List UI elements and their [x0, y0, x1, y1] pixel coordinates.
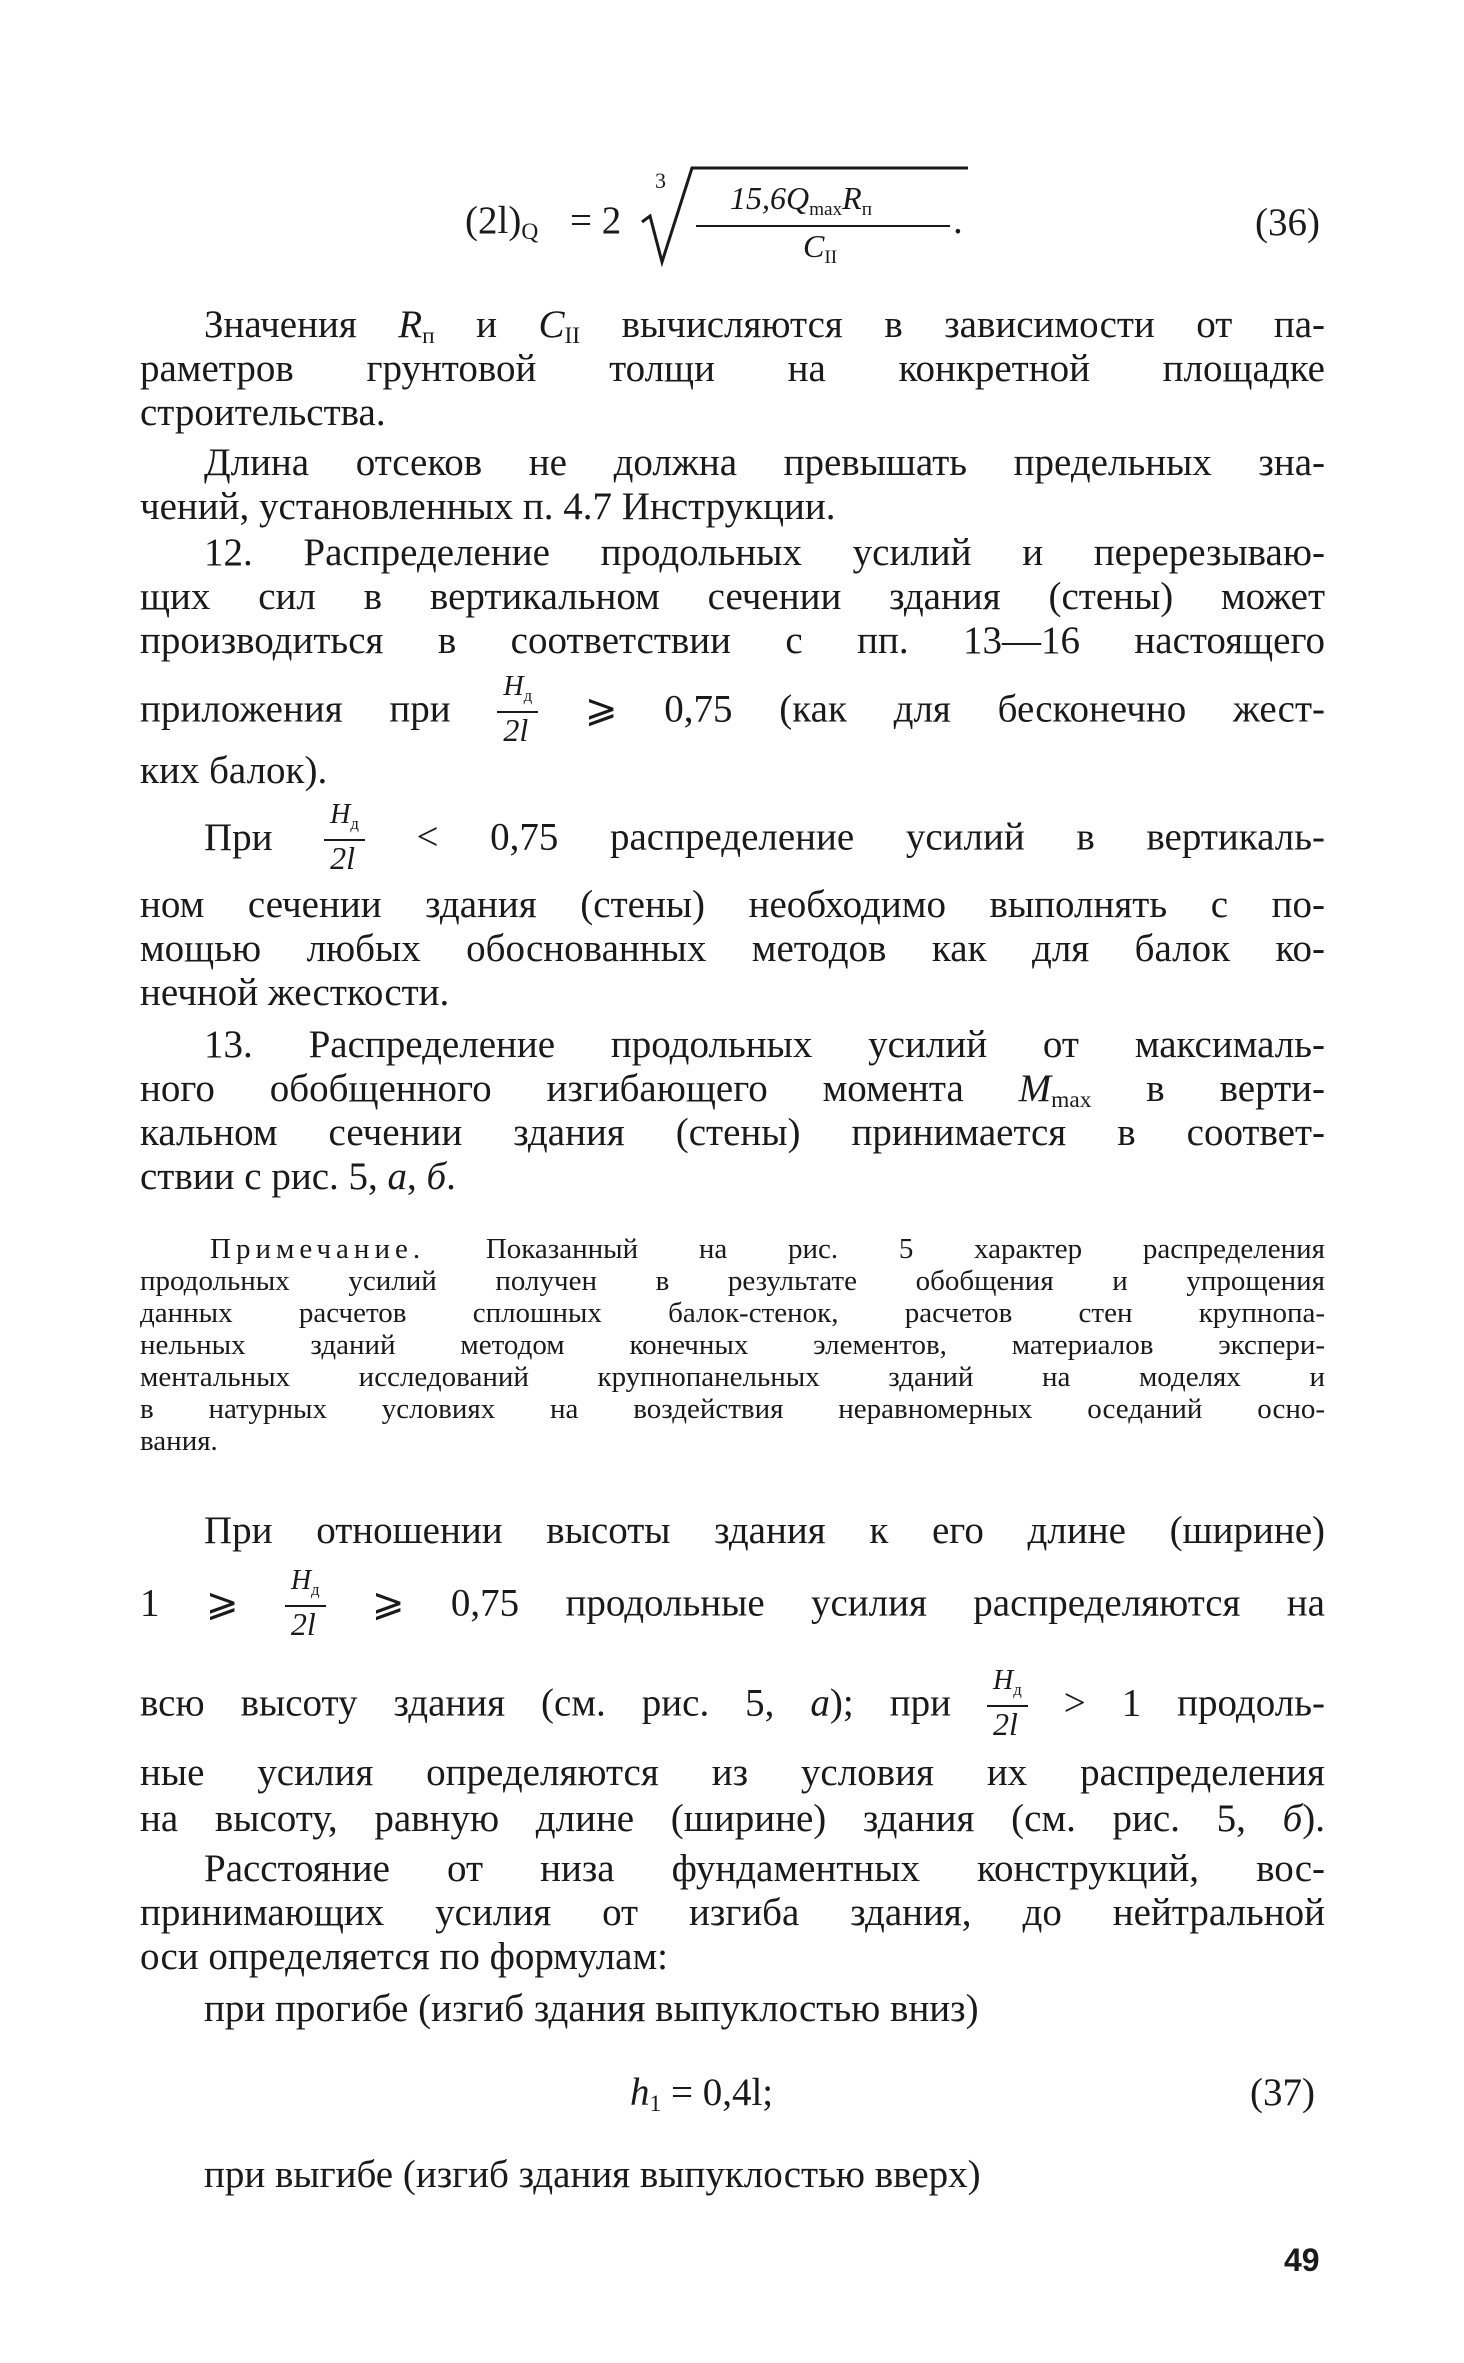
- paragraph-13-line-4: ствии с рис. 5, а, б.: [140, 1155, 456, 1198]
- paragraph-when-less-line-3: мощью любых обоснованных методов как для балок ко-: [140, 927, 1325, 970]
- paragraph-13-line-1: 13. Распределение продольных усилий от максималь-: [204, 1023, 1325, 1066]
- fraction-hd-2l: $\frac{H_д}{2l}$: [324, 800, 365, 875]
- paragraph-13-line-2: ного обобщенного изгибающего момента $M_{max}$ в верти-: [140, 1067, 1325, 1113]
- formula-37: $h_1 = 0,4l$;: [630, 2071, 774, 2117]
- paragraph-ratio-line-1: При отношении высоты здания к его длине (ширине): [204, 1509, 1325, 1552]
- note-line-3: данных расчетов сплошных балок-стенок, расчетов стен крупнопа-: [140, 1297, 1325, 1329]
- note-line-6: в натурных условиях на воздействия неравномерных оседаний осно-: [140, 1393, 1325, 1425]
- paragraph-when-less-line-4: нечной жесткости.: [140, 971, 450, 1014]
- note-line-1: Примечание. Показанный на рис. 5 характер распределения: [210, 1233, 1325, 1265]
- fraction-hd-2l: $\frac{H_д}{2l}$: [285, 1566, 326, 1641]
- page-number: 49: [1284, 2242, 1320, 2278]
- paragraph-when-less-line-2: ном сечении здания (стены) необходимо выполнять с по-: [140, 883, 1325, 926]
- paragraph-deflection: при прогибе (изгиб здания выпуклостью вниз): [204, 1987, 979, 2030]
- fraction-hd-2l: $\frac{H_д}{2l}$: [497, 672, 538, 747]
- paragraph-length-line-2: чений, установленных п. 4.7 Инструкции.: [140, 485, 836, 528]
- paragraph-when-less-line-1: При $\frac{H_д}{2l}$ < 0,75 распределение усилий в вертикаль-: [204, 799, 1325, 876]
- paragraph-values-line-2: раметров грунтовой толщи на конкретной площадке: [140, 347, 1325, 390]
- paragraph-12-line-3: производиться в соответствии с пп. 13—16 настоящего: [140, 619, 1325, 662]
- formula-36-eq: = 2: [570, 199, 622, 242]
- paragraph-hogging: при выгибе (изгиб здания выпуклостью вверх): [204, 2153, 981, 2196]
- paragraph-12-line-4: приложения при $\frac{H_д}{2l}$ ⩾ 0,75 (как для бесконечно жест-: [140, 671, 1325, 748]
- note-line-5: ментальных исследований крупнопанельных зданий на моделях и: [140, 1361, 1325, 1393]
- paragraph-ratio-line-3: всю высоту здания (см. рис. 5, а); при $\frac{H_д}{2l}$ > 1 продоль-: [140, 1665, 1325, 1742]
- paragraph-length-line-1: Длина отсеков не должна превышать предельных зна-: [204, 441, 1325, 484]
- formula-36-period: .: [953, 199, 963, 242]
- note-line-2: продольных усилий получен в результате обобщения и упрощения: [140, 1265, 1325, 1297]
- paragraph-values-line-3: строительства.: [140, 391, 386, 434]
- root-index: 3: [655, 168, 666, 193]
- paragraph-12-line-5: ких балок).: [140, 749, 328, 792]
- paragraph-distance-line-3: оси определяется по формулам:: [140, 1935, 669, 1978]
- formula-36: [465, 160, 985, 280]
- paragraph-distance-line-1: Расстояние от низа фундаментных конструкций, вос-: [204, 1847, 1325, 1890]
- paragraph-distance-line-2: принимающих усилия от изгиба здания, до нейтральной: [140, 1891, 1325, 1934]
- paragraph-13-line-3: кальном сечении здания (стены) принимается в соответ-: [140, 1111, 1325, 1154]
- formula-36-denominator: $C_{II}$: [803, 228, 838, 268]
- formula-36-numerator: $15,6Q_{max}R_п$: [730, 180, 872, 220]
- fraction-hd-2l: $\frac{H_д}{2l}$: [987, 1666, 1028, 1741]
- paragraph-12-line-2: щих сил в вертикальном сечении здания (стены) может: [140, 575, 1325, 618]
- formula-36-lhs: $(2l)_Q$: [465, 199, 539, 245]
- paragraph-ratio-line-4: ные усилия определяются из условия их распределения: [140, 1751, 1325, 1794]
- paragraph-ratio-line-5: на высоту, равную длине (ширине) здания (см. рис. 5, б).: [140, 1797, 1325, 1840]
- equation-number-37: (37): [1250, 2071, 1315, 2114]
- note-line-4: нельных зданий методом конечных элементов, материалов экспери-: [140, 1329, 1325, 1361]
- paragraph-ratio-line-2: 1 ⩾ $\frac{H_д}{2l}$ ⩾ 0,75 продольные усилия распределяются на: [140, 1565, 1325, 1642]
- note-line-7: вания.: [140, 1425, 218, 1457]
- paragraph-12-line-1: 12. Распределение продольных усилий и перерезываю-: [204, 531, 1325, 574]
- equation-number-36: (36): [1255, 201, 1320, 244]
- paragraph-values-line-1: Значения $R_п$ и $C_{II}$ вычисляются в зависимости от па-: [204, 303, 1325, 349]
